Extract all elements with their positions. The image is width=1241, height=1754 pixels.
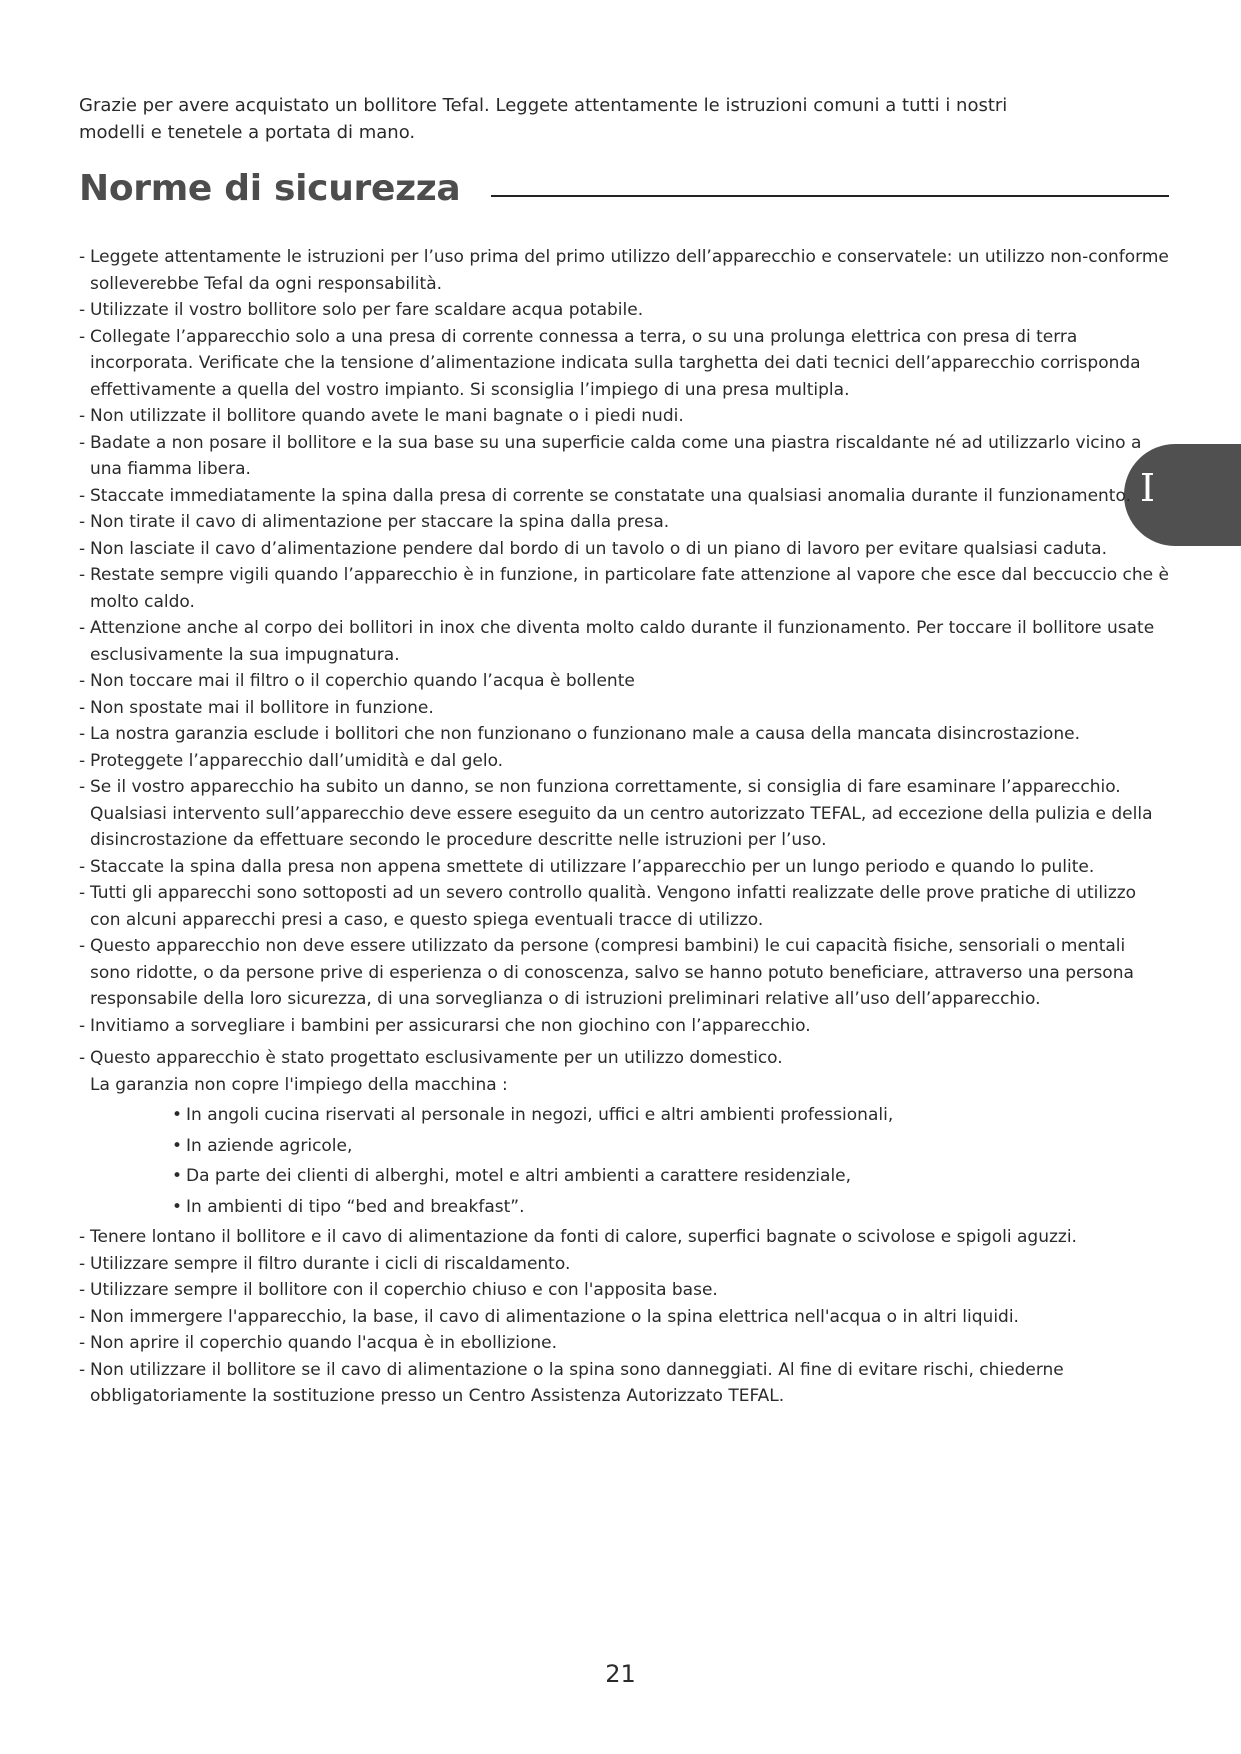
section-title: Norme di sicurezza bbox=[79, 168, 461, 209]
list-item: - Utilizzare sempre il bollitore con il coperchio chiuso e con l'apposita base. bbox=[79, 1277, 1169, 1304]
list-item: - Non utilizzare il bollitore se il cavo di alimentazione o la spina sono danneggiati. Al fine di evitare rischi, chiederne obbligatoriamente la sostituzione presso un Centro Assistenza Autorizzato TEFAL. bbox=[79, 1357, 1169, 1410]
list-item: - Questo apparecchio non deve essere utilizzato da persone (compresi bambini) le cui capacità fisiche, sensoriali o mentali sono ridotte, o da persone prive di esperienza o di conoscenza, salvo se hanno potuto beneficiare, attraverso una persona responsabile della loro sicurezza, di una sorveglianza o di istruzioni preliminari relative all’uso dell’apparecchio. bbox=[79, 933, 1169, 1013]
list-item: - La nostra garanzia esclude i bollitori che non funzionano o funzionano male a causa della mancata disincrostazione. bbox=[79, 721, 1169, 748]
bullet-item: • In ambienti di tipo “bed and breakfast”. bbox=[90, 1192, 1169, 1223]
list-item: - Staccate la spina dalla presa non appena smettete di utilizzare l’apparecchio per un lungo periodo e quando lo pulite. bbox=[79, 854, 1169, 881]
bullet-item: • Da parte dei clienti di alberghi, motel e altri ambienti a carattere residenziale, bbox=[90, 1161, 1169, 1192]
list-item: - Attenzione anche al corpo dei bollitori in inox che diventa molto caldo durante il funzionamento. Per toccare il bollitore usate esclusivamente la sua impugnatura. bbox=[79, 615, 1169, 668]
list-item: - Non aprire il coperchio quando l'acqua è in ebollizione. bbox=[79, 1330, 1169, 1357]
list-item: - Non toccare mai il filtro o il coperchio quando l’acqua è bollente bbox=[79, 668, 1169, 695]
bullet-item: • In angoli cucina riservati al personale in negozi, uffici e altri ambienti professionali, bbox=[90, 1100, 1169, 1131]
page-number: 21 bbox=[605, 1660, 636, 1688]
bullet-item: • In aziende agricole, bbox=[90, 1131, 1169, 1162]
list-item: - Utilizzare sempre il filtro durante i cicli di riscaldamento. bbox=[79, 1251, 1169, 1278]
section-header bbox=[79, 168, 1169, 218]
list-item: - Non tirate il cavo di alimentazione per staccare la spina dalla presa. bbox=[79, 509, 1169, 536]
list-item: - Se il vostro apparecchio ha subito un danno, se non funziona correttamente, si consiglia di fare esaminare l’apparecchio. Qualsiasi intervento sull’apparecchio deve essere eseguito da un centro autorizzato TEFAL, ad eccezione della pulizia e della disincrostazione da effettuare secondo le procedure descritte nelle istruzioni per l’uso. bbox=[79, 774, 1169, 854]
list-item: - Tutti gli apparecchi sono sottoposti ad un severo controllo qualità. Vengono infatti realizzate delle prove pratiche di utilizzo con alcuni apparecchi presi a caso, e questo spiega eventuali tracce di utilizzo. bbox=[79, 880, 1169, 933]
list-item: - Tenere lontano il bollitore e il cavo di alimentazione da fonti di calore, superfici bagnate o scivolose e spigoli aguzzi. bbox=[79, 1224, 1169, 1251]
list-item: - Utilizzate il vostro bollitore solo per fare scaldare acqua potabile. bbox=[79, 297, 1169, 324]
list-item: - Leggete attentamente le istruzioni per l’uso prima del primo utilizzo dell’apparecchio e conservatele: un utilizzo non-conforme solleverebbe Tefal da ogni responsabilità. bbox=[79, 244, 1169, 297]
list-item: - Invitiamo a sorvegliare i bambini per assicurarsi che non giochino con l’apparecchio. bbox=[79, 1013, 1169, 1040]
list-item: - Staccate immediatamente la spina dalla presa di corrente se constatate una qualsiasi anomalia durante il funzionamento. bbox=[79, 483, 1169, 510]
safety-list bbox=[79, 244, 1169, 1410]
warranty-exclusion-line: La garanzia non copre l'impiego della macchina : bbox=[90, 1074, 508, 1095]
list-item: - Collegate l’apparecchio solo a una presa di corrente connessa a terra, o su una prolunga elettrica con presa di terra incorporata. Verificate che la tensione d’alimentazione indicata sulla targhetta dei dati tecnici dell’apparecchio corrisponda effettivamente a quella del vostro impianto. Si sconsiglia l’impiego di una presa multipla. bbox=[79, 324, 1169, 404]
list-item: - Badate a non posare il bollitore e la sua base su una superficie calda come una piastra riscaldante né ad utilizzarlo vicino a una fiamma libera. bbox=[79, 430, 1169, 483]
language-tab-letter: I bbox=[1140, 466, 1156, 510]
intro-paragraph: Grazie per avere acquistato un bollitore Tefal. Leggete attentamente le istruzioni comuni a tutti i nostri modelli e tenetele a portata di mano. bbox=[79, 95, 1008, 143]
list-item: - Non lasciate il cavo d’alimentazione pendere dal bordo di un tavolo o di un piano di lavoro per evitare qualsiasi caduta. bbox=[79, 536, 1169, 563]
list-item: - Non immergere l'apparecchio, la base, il cavo di alimentazione o la spina elettrica nell'acqua o in altri liquidi. bbox=[79, 1304, 1169, 1331]
list-item: - Proteggete l’apparecchio dall’umidità e dal gelo. bbox=[79, 748, 1169, 775]
list-item: - Non spostate mai il bollitore in funzione. bbox=[79, 695, 1169, 722]
title-rule bbox=[491, 195, 1169, 197]
domestic-use-line: - Questo apparecchio è stato progettato esclusivamente per un utilizzo domestico. bbox=[90, 1048, 783, 1068]
domestic-use-item bbox=[79, 1045, 1169, 1222]
list-item: - Non utilizzate il bollitore quando avete le mani bagnate o i piedi nudi. bbox=[79, 403, 1169, 430]
list-item: - Restate sempre vigili quando l’apparecchio è in funzione, in particolare fate attenzione al vapore che esce dal beccuccio che è molto caldo. bbox=[79, 562, 1169, 615]
exclusion-bullets bbox=[90, 1100, 1169, 1222]
